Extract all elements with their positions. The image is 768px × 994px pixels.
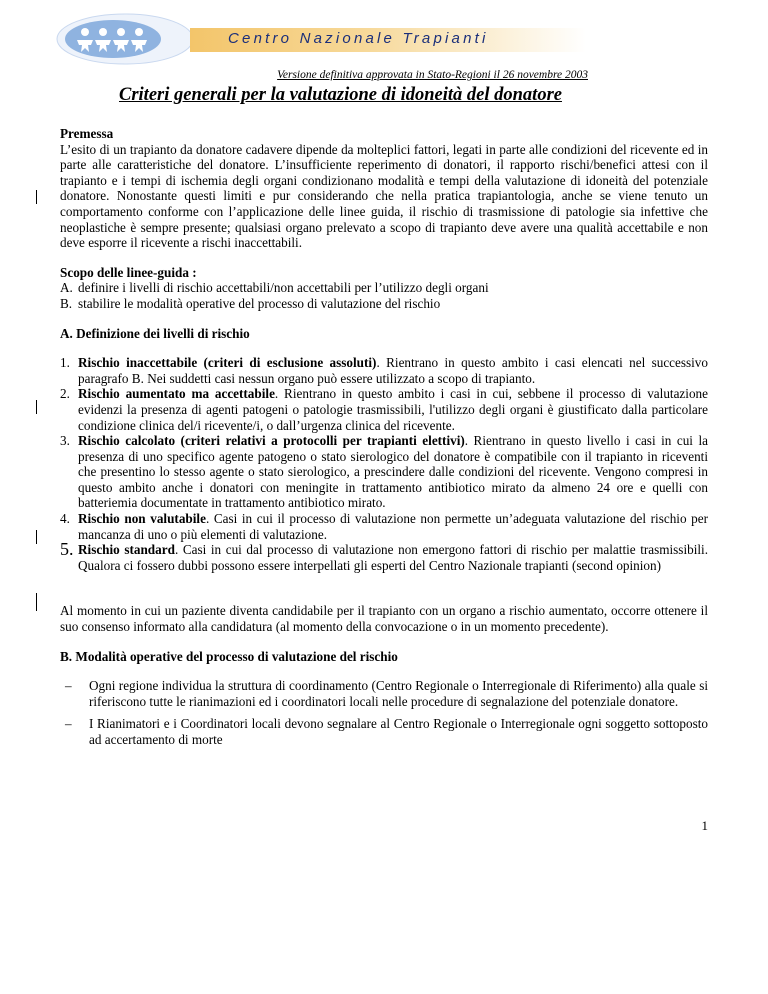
list-item: B. stabilire le modalità operative del processo di valutazione del rischio <box>60 295 441 311</box>
revision-bar <box>36 400 37 414</box>
premessa-text: L’esito di un trapianto da donatore cadavere dipende da molteplici fattori, legati in parte alle condizioni del ricevente ed in parte alle caratteristiche del donatore. L’insufficiente reperimento di donatori, il rapporto rischi/benefici attesi con il trapianto e i tempi di ischemia degli organi condizionano modalità e tempi della valutazione di idoneità del potenziale donatore. Nonostante questi limiti e pur considerando che nella pratica trapiantologia, anche se viene tenuto un comportamento conforme con l’applicazione delle linee guida, il rischio di trasmissione di patologie sia infettive che neoplastiche è sempre presente; qualsiasi organo prelevato a scopo di trapianto deve avere una qualità accettabile e non deve esporre il ricevente a rischi inaccettabili. <box>60 141 708 251</box>
revision-bar <box>36 190 37 204</box>
list-item: 4. Rischio non valutabile. Casi in cui il processo di valutazione non permette un’adeguata valutazione del rischio per mancanza di uno o più elementi di valutazione. <box>60 511 709 542</box>
list-item: 1. Rischio inaccettabile (criteri di esclusione assoluti). Rientrano in questo ambito i casi elencati nel successivo paragrafo B. Nei suddetti casi nessun organo può essere utilizzato a scopo di trapianto. <box>60 355 708 386</box>
consent-paragraph: Al momento in cui un paziente diventa candidabile per il trapianto con un organo a rischio aumentato, occorre ottenere il suo consenso informato alla candidatura (al momento della convocazione o in un momento precedente). <box>60 603 708 635</box>
version-note: Versione definitiva approvata in Stato-Regioni il 26 novembre 2003 <box>277 69 588 81</box>
section-b-heading: B. Modalità operative del processo di valutazione del rischio <box>60 648 398 664</box>
cnt-logo <box>55 12 205 66</box>
list-item: – Ogni regione individua la struttura di coordinamento (Centro Regionale o Interregionale di Riferimento) alla quale si riferiscono tutte le rianimazioni ed i coordinatori locali nelle procedure di segnalazione del potenziale donatore. <box>65 678 708 709</box>
list-item: – I Rianimatori e i Coordinatori locali devono segnalare al Centro Regionale o Interregionale ogni soggetto sottoposto ad accertamento di morte <box>65 716 708 747</box>
section-a-heading: A. Definizione dei livelli di rischio <box>60 325 250 341</box>
banner-title: Centro Nazionale Trapianti <box>228 30 489 47</box>
procedures-list <box>60 678 708 747</box>
scopo-heading: Scopo delle linee-guida : <box>60 264 197 280</box>
list-item: 2. Rischio aumentato ma accettabile. Rientrano in questo ambito i casi in cui, sebbene il processo di valutazione evidenzi la presenza di agenti patogeni o patologie trasmissibili, l'utilizzo degli organi è giustificato dalla particolare condizione clinica del/i ricevente/i, o dall’urgenza clinica del ricevente. <box>60 386 708 433</box>
list-item: 3. Rischio calcolato (criteri relativi a protocolli per trapianti elettivi). Rientrano in questo livello i casi in cui la presenza di uno specifico agente patogeno o stato sierologico del donatore è compatibile con il trapianto in riceventi che presentino lo stesso agente o stato sierologico, a prescindere dalle condizioni del ricevente. Vengono compresi in questo ambito anche i donatori con meningite in trattamento antibiotico mirato da almeno 24 ore e quelli con batteriemia documentate in trattamento antibiotico mirato. <box>60 433 708 511</box>
scopo-list <box>60 280 708 311</box>
document-title: Criteri generali per la valutazione di idoneità del donatore <box>119 85 562 105</box>
list-item: 5. Rischio standard. Casi in cui dal processo di valutazione non emergono fattori di rischio per malattie trasmissibili. Qualora ci fossero dubbi possono essere interpellati gli esperti del Centro Nazionale trapianti (second opinion) <box>60 539 708 573</box>
premessa-heading: Premessa <box>60 126 114 141</box>
revision-bar <box>36 593 37 611</box>
list-item: A. definire i livelli di rischio accettabili/non accettabili per l’utilizzo degli organi <box>60 280 489 296</box>
document-body <box>60 126 708 755</box>
risk-levels-list <box>60 355 708 573</box>
page-number: 1 <box>701 818 708 833</box>
revision-bar <box>36 530 37 544</box>
